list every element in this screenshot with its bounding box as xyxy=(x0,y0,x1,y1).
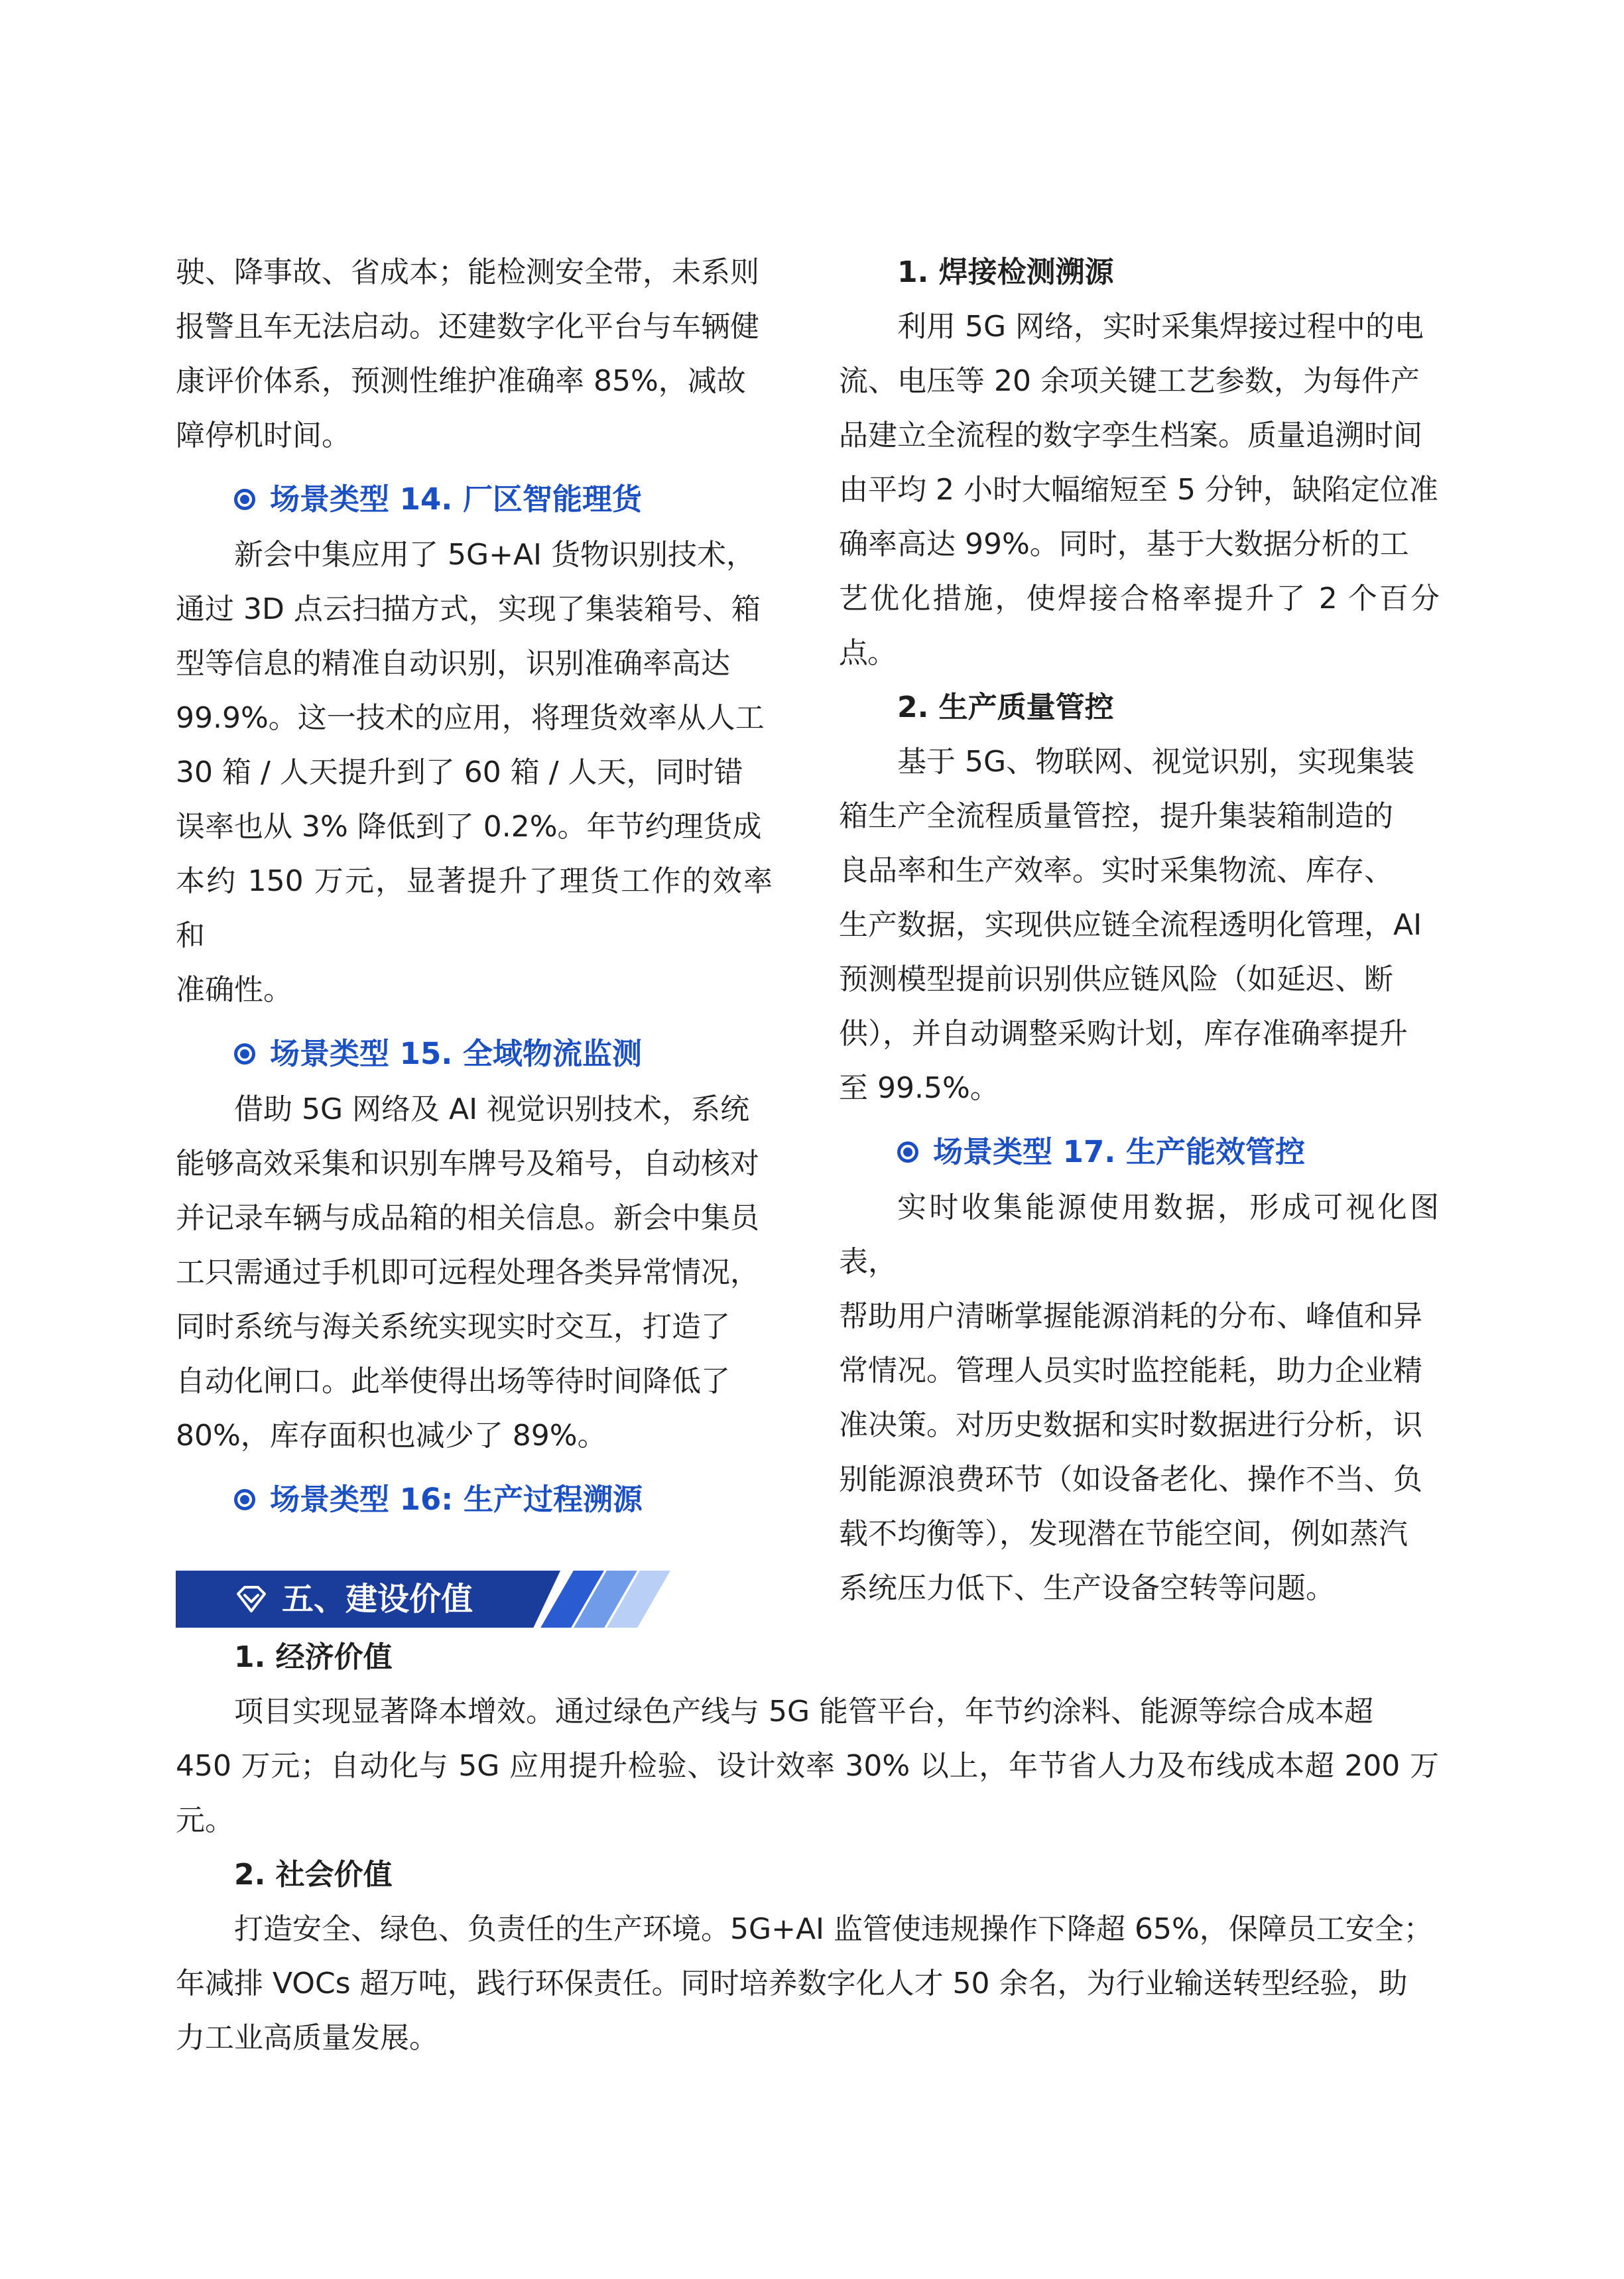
scene-14-heading xyxy=(234,472,773,527)
weld-line-5: 确率高达 99%。同时，基于大数据分析的工 xyxy=(839,527,1409,561)
social-heading: 2. 社会价值 xyxy=(234,1858,393,1892)
scene-14-title: 场景类型 14. 厂区智能理货 xyxy=(270,482,643,517)
scene-14-line-7: 本约 150 万元，显著提升了理货工作的效率和 xyxy=(176,864,773,952)
weld-line-4: 由平均 2 小时大幅缩短至 5 分钟，缺陷定位准 xyxy=(839,473,1438,507)
economic-line-2: 450 万元；自动化与 5G 应用提升检验、设计效率 30% 以上，年节省人力及布线成本超 200 万元。 xyxy=(176,1749,1439,1837)
target-bullet-icon xyxy=(234,1043,255,1065)
scene-17-line-4: 准决策。对历史数据和实时数据进行分析，识 xyxy=(839,1408,1422,1442)
section-5-header xyxy=(176,1571,627,1628)
scene-17-line-1: 实时收集能源使用数据，形成可视化图表， xyxy=(839,1191,1439,1279)
quality-line-1: 基于 5G、物联网、视觉识别，实现集装 xyxy=(897,745,1415,779)
scene-14-line-3: 型等信息的精准自动识别，识别准确率高达 xyxy=(176,647,730,681)
weld-line-1: 利用 5G 网络，实时采集焊接过程中的电 xyxy=(897,310,1424,344)
scene-16-heading xyxy=(234,1472,773,1527)
scene-14-line-8: 准确性。 xyxy=(176,973,292,1007)
scene-17-line-2: 帮助用户清晰掌握能源消耗的分布、峰值和异 xyxy=(839,1299,1422,1333)
social-line-3: 力工业高质量发展。 xyxy=(176,2021,438,2055)
scene-15-line-6: 自动化闸口。此举使得出场等待时间降低了 xyxy=(176,1364,730,1398)
social-line-2: 年减排 VOCs 超万吨，践行环保责任。同时培养数字化人才 50 余名，为行业输送转型经验，助 xyxy=(176,1967,1408,2000)
scene-14-line-1: 新会中集应用了 5G+AI 货物识别技术， xyxy=(234,538,756,572)
scene-17-title: 场景类型 17. 生产能效管控 xyxy=(933,1134,1306,1169)
weld-heading: 1. 焊接检测溯源 xyxy=(897,255,1114,289)
left-column xyxy=(176,245,773,1528)
quality-line-2: 箱生产全流程质量管控，提升集装箱制造的 xyxy=(839,799,1393,833)
intro-line-3: 康评价体系，预测性维护准确率 85%，减故 xyxy=(176,364,746,398)
scene-15-line-5: 同时系统与海关系统实现实时交互，打造了 xyxy=(176,1310,730,1344)
scene-17-line-7: 系统压力低下、生产设备空转等问题。 xyxy=(839,1571,1335,1605)
intro-line-1: 驶、降事故、省成本；能检测安全带，未系则 xyxy=(176,255,759,289)
scene-17-line-3: 常情况。管理人员实时监控能耗，助力企业精 xyxy=(839,1354,1422,1388)
scene-17-line-6: 载不均衡等），发现潜在节能空间，例如蒸汽 xyxy=(839,1517,1408,1551)
quality-line-3: 良品率和生产效率。实时采集物流、库存、 xyxy=(839,854,1393,887)
scene-14-line-4: 99.9%。这一技术的应用，将理货效率从人工 xyxy=(176,701,765,735)
target-bullet-icon xyxy=(897,1141,918,1163)
quality-line-4: 生产数据，实现供应链全流程透明化管理，AI xyxy=(839,908,1422,942)
intro-line-2: 报警且车无法启动。还建数字化平台与车辆健 xyxy=(176,310,759,344)
diamond-heart-icon xyxy=(235,1585,267,1614)
scene-15-title: 场景类型 15. 全域物流监测 xyxy=(270,1036,643,1071)
scene-15-heading xyxy=(234,1027,773,1081)
weld-line-2: 流、电压等 20 余项关键工艺参数，为每件产 xyxy=(839,364,1420,398)
section-5-body xyxy=(176,1630,1439,2065)
section-5-title: 五、建设价值 xyxy=(282,1581,473,1618)
scene-15-line-7: 80%，库存面积也减少了 89%。 xyxy=(176,1419,607,1453)
scene-17-heading xyxy=(897,1125,1439,1179)
quality-line-7: 至 99.5%。 xyxy=(839,1071,999,1105)
scene-14-line-6: 误率也从 3% 降低到了 0.2%。年节约理货成 xyxy=(176,810,762,844)
target-bullet-icon xyxy=(234,1489,255,1510)
quality-line-5: 预测模型提前识别供应链风险（如延迟、断 xyxy=(839,962,1393,996)
weld-line-6: 艺优化措施，使焊接合格率提升了 2 个百分点。 xyxy=(839,582,1439,670)
scene-15-line-1: 借助 5G 网络及 AI 视觉识别技术，系统 xyxy=(234,1092,750,1126)
scene-15-line-2: 能够高效采集和识别车牌号及箱号，自动核对 xyxy=(176,1147,759,1181)
social-line-1: 打造安全、绿色、负责任的生产环境。5G+AI 监管使违规操作下降超 65%，保障员工安全； xyxy=(234,1912,1433,1946)
scene-16-title: 场景类型 16: 生产过程溯源 xyxy=(270,1482,643,1517)
scene-14-line-5: 30 箱 / 人天提升到了 60 箱 / 人天，同时错 xyxy=(176,755,743,789)
scene-14-line-2: 通过 3D 点云扫描方式，实现了集装箱号、箱 xyxy=(176,592,761,626)
quality-line-6: 供），并自动调整采购计划，库存准确率提升 xyxy=(839,1017,1408,1051)
scene-15-line-4: 工只需通过手机即可远程处理各类异常情况， xyxy=(176,1256,759,1289)
intro-line-4: 障停机时间。 xyxy=(176,419,351,452)
scene-15-line-3: 并记录车辆与成品箱的相关信息。新会中集员 xyxy=(176,1201,759,1235)
scene-17-line-5: 别能源浪费环节（如设备老化、操作不当、负 xyxy=(839,1463,1422,1496)
quality-heading: 2. 生产质量管控 xyxy=(897,690,1114,724)
right-column xyxy=(839,245,1439,1616)
weld-line-3: 品建立全流程的数字孪生档案。质量追溯时间 xyxy=(839,419,1422,452)
economic-line-1: 项目实现显著降本增效。通过绿色产线与 5G 能管平台，年节约涂料、能源等综合成本超 xyxy=(234,1695,1374,1728)
economic-heading: 1. 经济价值 xyxy=(234,1640,393,1674)
target-bullet-icon xyxy=(234,489,255,510)
